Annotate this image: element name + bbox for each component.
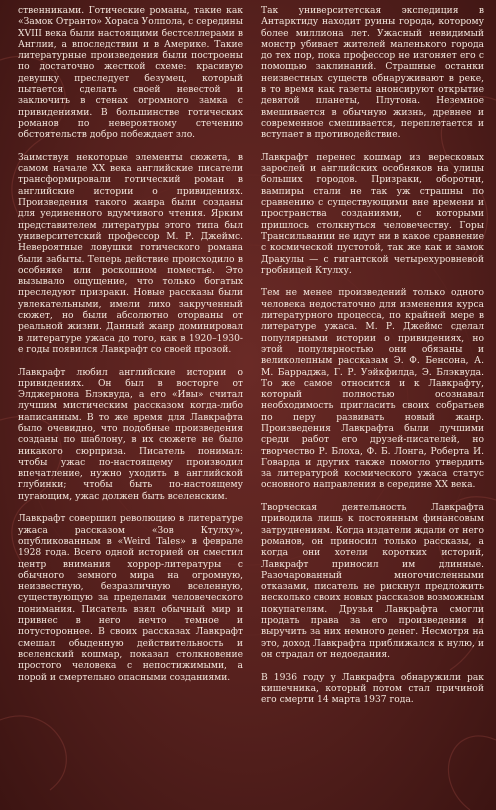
paragraph: Тем не менее произведений только одного человека недостаточно для изменения курса литературного процесса, по крайней мере в литературе ужаса. М. Р. Джеймс сделал популярными истории о привидениях, но этой популярностью они обязаны и великолепным рассказам Э. Ф. Бенсона, А. М. Барраджа, Г. Р. Уэйкфилда, Э. Блэквуда. То же самое относится и к Лавкрафту, который полностью осознавал необходимость пригласить своих собратьев по перу развивать новый жанр. Произведения Лавкрафта были лучшими среди работ его друзей-писателей, но творчество Р. Блоха, Ф. Б. Лонга, Роберта И. Говарда и других также помогло утвердить за литературой космического ужаса статус основного направления в середине XX века. [261, 288, 484, 491]
paragraph: Лавкрафт любил английские истории о привидениях. Он был в восторге от Элджернона Блэквуда, а его «Ивы» считал лучшим мистическим рассказом когда-либо написанным. В то же время для Лавкрафта было очевидно, что подобные произведения созданы по шаблону, в их сюжете не было никакого сюрприза. Писатель понимал: чтобы ужас по-настоящему производил впечатление, нужно уходить в английской глубинки; чтобы быть по-настоящему пугающим, ужас должен быть вселенским. [18, 367, 243, 502]
paragraph: Лавкрафт перенес кошмар из вересковых зарослей и английских особняков на улицы больших городов. Призраки, оборотни, вампиры стали не так уж страшны по сравнению с существующими вне времени и пространства созданиями, с которыми пришлось столкнуться человечеству. Горы Трансильвании не идут ни в какое сравнение с космической пустотой, так же как и замок Дракулы — с гигантской четырехуровневой гробницей Ктулху. [261, 152, 484, 276]
paragraph: В 1936 году у Лавкрафта обнаружили рак кишечника, который потом стал причиной его смерти 14 марта 1937 года. [261, 672, 484, 706]
paragraph: Лавкрафт совершил революцию в литературе ужаса рассказом «Зов Ктулху», опубликованным в «Weird Tales» в феврале 1928 года. Всего одной историей он сместил центр внимания хоррор-литературы с обычного земного мира на огромную, неизвестную, безразличную вселенную, существующую за пределами человеческого понимания. Писатель взял обычный мир и привнес в него нечто темное и потустороннее. В своих рассказах Лавкрафт смешал обыденную действительность и вселенский кошмар, показал столкновение простого человека с непостижимыми, а порой и смертельно опасными созданиями. [18, 514, 243, 683]
paragraph: Творческая деятельность Лавкрафта приводила лишь к постоянным финансовым затруднениям. Когда издатели ждали от него романов, он приносил только рассказы, а когда они хотели коротких историй, Лавкрафт приносил им длинные. Разочарованный многочисленными отказами, писатель не рискнул предложить несколько своих новых рассказов возможным покупателям. Друзья Лавкрафта смогли продать права за его произведения и выручить за них немного денег. Несмотря на это, доход Лавкрафта приближался к нулю, и он страдал от недоедания. [261, 503, 484, 660]
left-text-column [18, 6, 243, 695]
paragraph: Так университетская экспедиция в Антарктиду находит руины города, которому более миллиона лет. Ужасный невидимый монстр убивает жителей маленького города до тех пор, пока профессор не изгоняет его с помощью заклинаний. Страшные останки неизвестных существ обнаруживают в реке, в то время как газеты анонсируют открытие девятой планеты, Плутона. Неземное вмешивается в обычную жизнь, древнее и современное смешивается, переплетается и вступает в противодействие. [261, 6, 484, 141]
right-text-column [261, 6, 484, 718]
paragraph: Заимствуя некоторые элементы сюжета, в самом начале XX века английские писатели трансформировали готический роман в английские истории о привидениях. Произведения такого жанра были созданы для уединенного вдумчивого чтения. Ярким представителем литературы этого типа был университетский профессор М. Р. Джеймс. Невероятные ловушки готического романа были забыты. Теперь действие происходило в особняке или роскошном поместье. Это вызывало ощущение, что только богатых преследуют призраки. Новые рассказы были увлекательными, имели лихо закрученный сюжет, но были абсолютно оторваны от реальной жизни. Данный жанр доминировал в литературе ужаса до того, как в 1920–1930-е годы появился Лавкрафт со своей прозой. [18, 152, 243, 355]
paragraph: ственниками. Готические романы, такие как «Замок Отранто» Хораса Уолпола, с середины XVIII века были настоящими бестселлерами в Англии, а впоследствии и в Америке. Такие литературные произведения были построены по достаточно жесткой схеме: красивую девушку преследует безумец, который пытается сделать своей невестой и заключить в стенах огромного замка с привидениями. В большинстве готических романов по невероятному стечению обстоятельств добро побеждает зло. [18, 6, 243, 141]
